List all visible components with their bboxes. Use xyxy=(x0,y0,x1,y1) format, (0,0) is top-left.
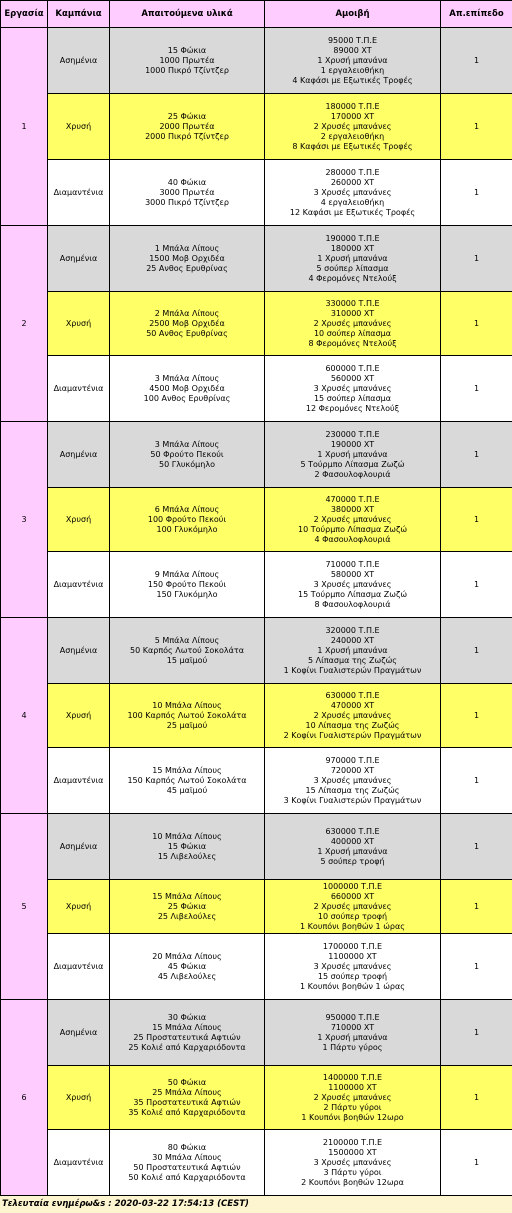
reward-line: 180000 Τ.Π.Ε xyxy=(325,101,380,111)
reward-cell xyxy=(265,226,441,292)
reward-line: 15 Τούρμπο Λίπασμα Ζωζώ xyxy=(297,589,408,599)
task-number: 6 xyxy=(1,1000,48,1196)
material-line: 25 Κολιέ από Καρχαριόδοντα xyxy=(128,1042,246,1052)
reward-line: 2 Φασουλοφλουριά xyxy=(314,469,391,479)
material-line: 25 Προστατευτικά Αφτιών xyxy=(133,1032,241,1042)
campaign-cell: Χρυσή xyxy=(48,488,110,552)
reward-line: 2 Πάρτυ γύροι xyxy=(323,1102,382,1112)
material-line: 150 Φρούτο Πεκούι xyxy=(147,579,227,589)
reward-line: 2 Κουπόνι βοηθών 12ωρα xyxy=(301,1177,404,1187)
reward-line: 95000 Τ.Π.Ε xyxy=(327,35,378,45)
reward-line: 190000 Τ.Π.Ε xyxy=(325,233,380,243)
reward-line: 310000 XT xyxy=(330,308,375,318)
material-line: 10 Μπάλα Λίπους xyxy=(152,700,222,710)
materials-cell xyxy=(110,94,265,160)
header-reward: Αμοιβή xyxy=(265,1,441,28)
reward-line: 2 εργαλειοθήκη xyxy=(320,131,385,141)
reward-line: 10 Λίπασμα της Ζωζώς xyxy=(305,720,400,730)
material-line: 4500 Μοβ Ορχιδέα xyxy=(149,383,225,393)
table-row xyxy=(1,880,512,934)
table-row xyxy=(1,422,512,488)
material-line: 25 μαϊμού xyxy=(166,720,208,730)
materials-cell xyxy=(110,422,265,488)
reward-line: 710000 XT xyxy=(330,1022,375,1032)
table-row xyxy=(1,1000,512,1066)
reward-line: 1 Χρυσή μπανάνα xyxy=(317,449,388,459)
material-line: 50 Καρπός Λωτού Σοκολάτα xyxy=(130,645,244,655)
reward-line: 970000 Τ.Π.Ε xyxy=(325,755,380,765)
level-cell: 1 xyxy=(441,422,512,488)
material-line: 15 μαϊμού xyxy=(166,655,208,665)
table-row xyxy=(1,226,512,292)
material-line: 15 Λιβελούλες xyxy=(157,851,217,861)
materials-cell xyxy=(110,160,265,226)
material-line: 35 Προστατευτικά Αφτιών xyxy=(133,1097,241,1107)
reward-line: 2 Χρυσές μπανάνες xyxy=(313,121,392,131)
table-body xyxy=(1,28,512,1196)
reward-line: 5 Τούρμπο Λίπασμα Ζωζώ xyxy=(300,459,405,469)
reward-line: 4 εργαλειοθήκη xyxy=(320,197,385,207)
material-line: 150 Καρπός Λωτού Σοκολάτα xyxy=(127,775,247,785)
materials-cell xyxy=(110,1066,265,1130)
materials-cell xyxy=(110,552,265,618)
campaign-cell: Διαμαντένια xyxy=(48,552,110,618)
level-cell: 1 xyxy=(441,748,512,814)
reward-line: 4 Καφάσι με Εξωτικές Τροφές xyxy=(292,75,413,85)
level-cell: 1 xyxy=(441,1066,512,1130)
material-line: 50 Γλυκόμηλο xyxy=(159,459,215,469)
material-line: 3000 Πικρό Τζίντζερ xyxy=(145,197,229,207)
material-line: 100 Καρπός Λωτού Σοκολάτα xyxy=(127,710,247,720)
reward-line: 1 Χρυσή μπανάνα xyxy=(317,253,388,263)
material-line: 10 Μπάλα Λίπους xyxy=(152,831,222,841)
material-line: 2000 Πικρό Τζίντζερ xyxy=(145,131,229,141)
reward-cell xyxy=(265,684,441,748)
campaign-cell: Ασημένια xyxy=(48,618,110,684)
material-line: 20 Μπάλα Λίπους xyxy=(152,951,222,961)
reward-line: 710000 Τ.Π.Ε xyxy=(325,559,380,569)
level-cell: 1 xyxy=(441,94,512,160)
material-line: 5 Μπάλα Λίπους xyxy=(154,635,220,645)
reward-line: 15 Λίπασμα της Ζωζώς xyxy=(305,785,400,795)
materials-cell xyxy=(110,814,265,880)
level-cell: 1 xyxy=(441,880,512,934)
table-row xyxy=(1,292,512,356)
reward-line: 5 σούπερ τροφή xyxy=(320,856,385,866)
header-materials: Απαιτούμενα υλικά xyxy=(110,1,265,28)
campaign-cell: Χρυσή xyxy=(48,292,110,356)
campaign-cell: Ασημένια xyxy=(48,814,110,880)
reward-cell xyxy=(265,934,441,1000)
header-task: Εργασία xyxy=(1,1,48,28)
material-line: 2 Μπάλα Λίπους xyxy=(154,308,220,318)
reward-line: 400000 XT xyxy=(330,836,375,846)
level-cell: 1 xyxy=(441,814,512,880)
level-cell: 1 xyxy=(441,618,512,684)
reward-line: 4 Φασουλοφλουριά xyxy=(314,534,391,544)
reward-cell xyxy=(265,1066,441,1130)
materials-cell xyxy=(110,748,265,814)
reward-line: 1400000 Τ.Π.Ε xyxy=(322,1072,383,1082)
material-line: 6 Μπάλα Λίπους xyxy=(154,504,220,514)
reward-line: 2 Κοφίνι Γυαλιστερών Πραγμάτων xyxy=(283,730,422,740)
reward-line: 12 Καφάσι με Εξωτικές Τροφές xyxy=(289,207,416,217)
material-line: 100 Φρούτο Πεκούι xyxy=(147,514,227,524)
reward-line: 470000 XT xyxy=(330,700,375,710)
reward-line: 3 Χρυσές μπανάνες xyxy=(313,579,392,589)
reward-line: 380000 XT xyxy=(330,504,375,514)
reward-line: 3 Χρυσές μπανάνες xyxy=(313,775,392,785)
level-cell: 1 xyxy=(441,292,512,356)
reward-line: 3 Χρυσές μπανάνες xyxy=(313,383,392,393)
material-line: 25 Μπάλα Λίπους xyxy=(152,1087,222,1097)
table-row xyxy=(1,28,512,94)
reward-line: 10 σούπερ τροφή xyxy=(317,911,388,921)
material-line: 1000 Πρωτέα xyxy=(159,55,215,65)
campaign-cell: Διαμαντένια xyxy=(48,160,110,226)
reward-cell xyxy=(265,1000,441,1066)
task-number: 3 xyxy=(1,422,48,618)
level-cell: 1 xyxy=(441,1130,512,1196)
task-number: 4 xyxy=(1,618,48,814)
table-row xyxy=(1,934,512,1000)
material-line: 40 Φώκια xyxy=(167,177,207,187)
task-number: 2 xyxy=(1,226,48,422)
reward-line: 630000 Τ.Π.Ε xyxy=(325,826,380,836)
material-line: 45 Λιβελούλες xyxy=(157,971,217,981)
reward-cell xyxy=(265,1130,441,1196)
reward-line: 3 Χρυσές μπανάνες xyxy=(313,961,392,971)
material-line: 50 Προστατευτικά Αφτιών xyxy=(133,1162,241,1172)
material-line: 50 Φώκια xyxy=(167,1077,207,1087)
reward-line: 5 Λίπασμα της Ζωζώς xyxy=(308,655,397,665)
reward-line: 4 Φερομόνες Ντελούξ xyxy=(308,273,397,283)
material-line: 25 Φώκια xyxy=(167,111,207,121)
campaign-cell: Χρυσή xyxy=(48,94,110,160)
materials-cell xyxy=(110,684,265,748)
campaign-cell: Χρυσή xyxy=(48,684,110,748)
reward-line: 10 Τούρμπο Λίπασμα Ζωζώ xyxy=(297,524,408,534)
reward-line: 12 Φερομόνες Ντελούξ xyxy=(305,403,400,413)
reward-cell xyxy=(265,94,441,160)
materials-cell xyxy=(110,934,265,1000)
header-row xyxy=(1,1,512,28)
reward-line: 1100000 XT xyxy=(328,951,377,961)
material-line: 50 Φρούτο Πεκούι xyxy=(150,449,224,459)
material-line: 3 Μπάλα Λίπους xyxy=(154,373,220,383)
reward-line: 1100000 XT xyxy=(328,1082,377,1092)
table-row xyxy=(1,552,512,618)
reward-line: 330000 Τ.Π.Ε xyxy=(325,298,380,308)
reward-line: 600000 Τ.Π.Ε xyxy=(325,363,380,373)
reward-line: 190000 XT xyxy=(330,439,375,449)
reward-line: 2 Χρυσές μπανάνες xyxy=(313,318,392,328)
reward-line: 8 Φερομόνες Ντελούξ xyxy=(308,338,397,348)
reward-line: 2 Χρυσές μπανάνες xyxy=(313,1092,392,1102)
reward-line: 580000 XT xyxy=(330,569,375,579)
reward-line: 3 Κοφίνι Γυαλιστερών Πραγμάτων xyxy=(283,795,422,805)
level-cell: 1 xyxy=(441,552,512,618)
reward-line: 630000 Τ.Π.Ε xyxy=(325,690,380,700)
reward-line: 1 Χρυσή μπανάνα xyxy=(317,1032,388,1042)
reward-cell xyxy=(265,618,441,684)
material-line: 2500 Μοβ Ορχιδέα xyxy=(149,318,225,328)
reward-line: 170000 XT xyxy=(330,111,375,121)
table-row xyxy=(1,356,512,422)
level-cell: 1 xyxy=(441,356,512,422)
material-line: 25 Φώκια xyxy=(167,901,207,911)
reward-line: 8 Καφάσι με Εξωτικές Τροφές xyxy=(292,141,413,151)
reward-line: 1500000 XT xyxy=(328,1147,377,1157)
reward-line: 15 σούπερ λίπασμα xyxy=(313,393,392,403)
reward-line: 560000 XT xyxy=(330,373,375,383)
level-cell: 1 xyxy=(441,934,512,1000)
reward-line: 260000 XT xyxy=(330,177,375,187)
material-line: 15 Φώκια xyxy=(167,45,207,55)
reward-line: 1 Κουπόνι βοηθών 1 ώρας xyxy=(300,981,405,991)
reward-line: 1 Κοφίνι Γυαλιστερών Πραγμάτων xyxy=(283,665,422,675)
material-line: 1500 Μοβ Ορχιδέα xyxy=(149,253,225,263)
material-line: 80 Φώκια xyxy=(167,1142,207,1152)
reward-line: 15 σούπερ τροφή xyxy=(317,971,388,981)
reward-line: 720000 XT xyxy=(330,765,375,775)
materials-cell xyxy=(110,880,265,934)
material-line: 30 Φώκια xyxy=(167,1012,207,1022)
material-line: 15 Φώκια xyxy=(167,841,207,851)
materials-cell xyxy=(110,1130,265,1196)
level-cell: 1 xyxy=(441,488,512,552)
campaign-cell: Ασημένια xyxy=(48,226,110,292)
material-line: 25 Ανθος Ερυθρίνας xyxy=(146,263,228,273)
material-line: 25 Λιβελούλες xyxy=(157,911,217,921)
campaign-cell: Διαμαντένια xyxy=(48,934,110,1000)
reward-line: 1 Χρυσή μπανάνα xyxy=(317,846,388,856)
campaign-cell: Διαμαντένια xyxy=(48,748,110,814)
table-row xyxy=(1,684,512,748)
campaign-cell: Χρυσή xyxy=(48,1066,110,1130)
reward-line: 1 εργαλειοθήκη xyxy=(320,65,385,75)
reward-line: 230000 Τ.Π.Ε xyxy=(325,429,380,439)
material-line: 50 Ανθος Ερυθρίνας xyxy=(146,328,228,338)
table-row xyxy=(1,488,512,552)
table-row xyxy=(1,748,512,814)
reward-line: 3 Χρυσές μπανάνες xyxy=(313,187,392,197)
material-line: 45 Φώκια xyxy=(167,961,207,971)
reward-cell xyxy=(265,488,441,552)
level-cell: 1 xyxy=(441,160,512,226)
materials-cell xyxy=(110,292,265,356)
reward-line: 89000 XT xyxy=(333,45,372,55)
reward-line: 10 σούπερ λίπασμα xyxy=(313,328,392,338)
reward-line: 320000 Τ.Π.Ε xyxy=(325,625,380,635)
header-level: Απ.επίπεδο xyxy=(441,1,512,28)
materials-cell xyxy=(110,356,265,422)
table-row xyxy=(1,94,512,160)
reward-line: 8 Φασουλοφλουριά xyxy=(314,599,391,609)
reward-line: 660000 XT xyxy=(330,891,375,901)
material-line: 50 Κολιέ από Καρχαριόδοντα xyxy=(128,1172,246,1182)
material-line: 15 Μπάλα Λίπους xyxy=(152,891,222,901)
material-line: 2000 Πρωτέα xyxy=(159,121,215,131)
table-row xyxy=(1,1066,512,1130)
material-line: 1000 Πικρό Τζίντζερ xyxy=(145,65,229,75)
material-line: 100 Ανθος Ερυθρίνας xyxy=(143,393,231,403)
reward-cell xyxy=(265,814,441,880)
campaign-cell: Διαμαντένια xyxy=(48,356,110,422)
task-number: 1 xyxy=(1,28,48,226)
table-row xyxy=(1,618,512,684)
last-updated: Τελευταία ενημέρω&s : 2020-03-22 17:54:13 (CEST) xyxy=(2,1199,249,1209)
reward-cell xyxy=(265,748,441,814)
reward-line: 470000 Τ.Π.Ε xyxy=(325,494,380,504)
material-line: 15 Μπάλα Λίπους xyxy=(152,765,222,775)
reward-line: 1 Κουπόνι βοηθών 12ωρο xyxy=(301,1112,404,1122)
material-line: 3000 Πρωτέα xyxy=(159,187,215,197)
materials-cell xyxy=(110,28,265,94)
reward-line: 2 Χρυσές μπανάνες xyxy=(313,514,392,524)
task-number: 5 xyxy=(1,814,48,1000)
reward-line: 280000 Τ.Π.Ε xyxy=(325,167,380,177)
campaign-cell: Ασημένια xyxy=(48,422,110,488)
material-line: 3 Μπάλα Λίπους xyxy=(154,439,220,449)
material-line: 35 Κολιέ από Καρχαριόδοντα xyxy=(128,1107,246,1117)
reward-line: 1 Χρυσή μπανάνα xyxy=(317,645,388,655)
reward-line: 950000 Τ.Π.Ε xyxy=(325,1012,380,1022)
materials-cell xyxy=(110,618,265,684)
materials-cell xyxy=(110,1000,265,1066)
material-line: 9 Μπάλα Λίπους xyxy=(154,569,220,579)
level-cell: 1 xyxy=(441,28,512,94)
level-cell: 1 xyxy=(441,684,512,748)
reward-cell xyxy=(265,552,441,618)
table-row xyxy=(1,814,512,880)
reward-line: 240000 XT xyxy=(330,635,375,645)
reward-line: 1 Πάρτυ γύρος xyxy=(322,1042,383,1052)
material-line: 45 μαϊμού xyxy=(166,785,208,795)
materials-cell xyxy=(110,226,265,292)
reward-line: 3 Πάρτυ γύροι xyxy=(323,1167,382,1177)
material-line: 15 Μπάλα Λίπους xyxy=(152,1022,222,1032)
table-row xyxy=(1,160,512,226)
reward-line: 1 Χρυσή μπανάνα xyxy=(317,55,388,65)
reward-line: 1 Κουπόνι βοηθών 1 ώρας xyxy=(300,921,405,931)
reward-line: 180000 XT xyxy=(330,243,375,253)
reward-line: 2100000 Τ.Π.Ε xyxy=(322,1137,383,1147)
material-line: 1 Μπάλα Λίπους xyxy=(154,243,220,253)
reward-line: 2 Χρυσές μπανάνες xyxy=(313,901,392,911)
reward-line: 1000000 Τ.Π.Ε xyxy=(322,881,383,891)
material-line: 30 Μπάλα Λίπους xyxy=(152,1152,222,1162)
reward-line: 5 σούπερ λίπασμα xyxy=(316,263,389,273)
campaign-cell: Ασημένια xyxy=(48,28,110,94)
campaign-cell: Ασημένια xyxy=(48,1000,110,1066)
reward-cell xyxy=(265,880,441,934)
reward-cell xyxy=(265,28,441,94)
reward-line: 3 Χρυσές μπανάνες xyxy=(313,1157,392,1167)
reward-cell xyxy=(265,356,441,422)
material-line: 100 Γλυκόμηλο xyxy=(156,524,218,534)
level-cell: 1 xyxy=(441,226,512,292)
header-campaign: Καμπάνια xyxy=(48,1,110,28)
reward-cell xyxy=(265,422,441,488)
materials-cell xyxy=(110,488,265,552)
campaign-cell: Διαμαντένια xyxy=(48,1130,110,1196)
level-cell: 1 xyxy=(441,1000,512,1066)
reward-cell xyxy=(265,292,441,356)
reward-line: 1700000 Τ.Π.Ε xyxy=(322,941,383,951)
campaign-cell: Χρυσή xyxy=(48,880,110,934)
reward-line: 2 Χρυσές μπανάνες xyxy=(313,710,392,720)
table-row xyxy=(1,1130,512,1196)
material-line: 150 Γλυκόμηλο xyxy=(156,589,218,599)
reward-cell xyxy=(265,160,441,226)
